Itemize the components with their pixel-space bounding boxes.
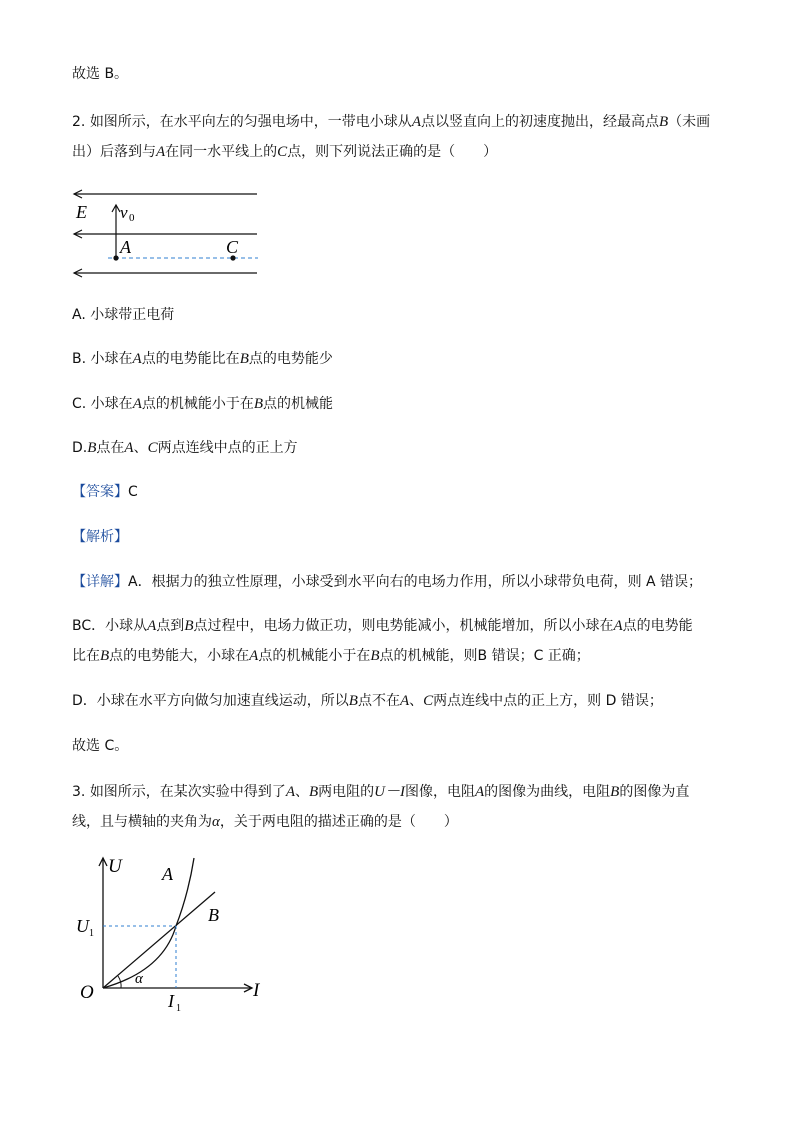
label-alpha: α — [135, 971, 143, 987]
q2-conclusion: 故选 C。 — [72, 738, 129, 754]
text: 如图所示，在水平向左的匀强电场中，一带电小球从 — [89, 114, 412, 130]
q2-stem-line-1 — [72, 112, 710, 132]
label-e: E — [76, 202, 87, 222]
text: ，关于两电阻的描述正确的是（ ） — [219, 814, 458, 830]
var-b: B — [348, 693, 358, 709]
var-b: B — [100, 648, 110, 664]
label-o: O — [80, 982, 94, 1003]
text: 的图像为曲线，电阻 — [484, 784, 611, 800]
var-a: A — [285, 784, 295, 800]
var-a: A — [147, 618, 157, 634]
line-b — [103, 892, 215, 988]
label-b: B — [208, 905, 219, 925]
text: 如图所示，在某次实验中得到了 — [89, 784, 286, 800]
q2-detail-line-3 — [72, 646, 590, 666]
var-a: A — [411, 114, 421, 130]
var-c: C — [277, 144, 288, 160]
var-c: C — [423, 693, 434, 709]
text: 点到 — [156, 618, 185, 634]
q2-option-c — [72, 394, 333, 414]
text: 两点连线中点的正上方，则 D 错误； — [433, 693, 663, 709]
text: 点的电势能少 — [248, 351, 333, 367]
label-u1: U — [76, 916, 89, 936]
label-a: A — [120, 237, 131, 257]
var-b: B — [184, 618, 194, 634]
point-a — [113, 255, 118, 260]
text: D. — [72, 440, 88, 456]
label-v0-sub: 0 — [129, 212, 135, 224]
q2-option-b — [72, 349, 333, 369]
var-b: B — [610, 784, 620, 800]
prev-conclusion: 故选 B。 — [72, 66, 129, 82]
text: 点的电势能比在 — [141, 351, 240, 367]
text: BC．小球从 — [72, 618, 148, 634]
q2-answer — [72, 482, 138, 502]
q3-u-i-graph — [72, 852, 272, 1014]
text: D．小球在水平方向做匀加速直线运动，所以 — [72, 693, 349, 709]
text: 点的机械能小于在 — [141, 396, 254, 412]
var-b: B — [253, 396, 264, 412]
var-a: A — [474, 784, 485, 800]
text: 点不在 — [357, 693, 400, 709]
var-c: C — [147, 440, 158, 456]
var-b: B — [370, 648, 380, 664]
text: 的图像为直 — [619, 784, 690, 800]
text: C. 小球在 — [72, 396, 133, 412]
detail-tag: 【详解】 — [72, 574, 128, 590]
var-a: A — [156, 144, 166, 160]
label-u1-sub: 1 — [89, 928, 94, 939]
text: 点的机械能，则B 错误；C 正确； — [379, 648, 590, 664]
label-a: A — [162, 864, 173, 884]
text: 在同一水平线上的 — [165, 144, 278, 160]
text: 、 — [133, 440, 148, 456]
text: 点在 — [96, 440, 125, 456]
label-c: C — [226, 237, 239, 257]
q3-number: 3. — [72, 784, 86, 800]
q2-detail-line-1 — [72, 572, 702, 592]
text: 点，则下列说法正确的是（ ） — [287, 144, 498, 160]
text: 两电阻的 — [318, 784, 375, 800]
q3-stem-line-1 — [72, 782, 689, 802]
answer-tag: 【答案】 — [72, 484, 128, 500]
var-a: A — [249, 648, 259, 664]
text: 点的电势能 — [622, 618, 693, 634]
q2-electric-field-figure — [72, 186, 272, 286]
var-a: A — [132, 351, 142, 367]
q3-stem-line-2 — [72, 812, 458, 832]
label-i1-sub: 1 — [176, 1003, 181, 1014]
var-b: B — [308, 784, 319, 800]
curve-a — [103, 858, 194, 988]
var-a: A — [132, 396, 142, 412]
q2-number: 2. — [72, 114, 86, 130]
text: 点的机械能小于在 — [258, 648, 371, 664]
var-b: B — [239, 351, 249, 367]
q2-detail-line-4 — [72, 691, 663, 711]
text: 点的机械能 — [263, 396, 334, 412]
text: 出）后落到与 — [72, 144, 156, 160]
text: 点以竖直向上的初速度抛出，经最高点 — [420, 114, 659, 130]
answer-value: C — [128, 484, 138, 500]
var-b: B — [87, 440, 97, 456]
var-ui: U－I — [374, 784, 405, 800]
q2-option-d — [72, 438, 298, 458]
text: 、 — [409, 693, 424, 709]
text: 两点连线中点的正上方 — [157, 440, 298, 456]
text: 比在 — [72, 648, 100, 664]
text: 、 — [294, 784, 309, 800]
text: 线，且与横轴的夹角为 — [72, 814, 212, 830]
q2-option-a: A. 小球带正电荷 — [72, 307, 175, 323]
var-a: A — [124, 440, 134, 456]
q2-detail-line-2 — [72, 616, 693, 636]
label-i1: I — [168, 991, 174, 1011]
text: （未画 — [668, 114, 711, 130]
label-i: I — [253, 980, 260, 1001]
text: A．根据力的独立性原理，小球受到水平向右的电场力作用，所以小球带负电荷，则 A 错误； — [128, 574, 703, 590]
var-a: A — [613, 618, 623, 634]
label-v0: v — [120, 203, 128, 222]
text: 图像，电阻 — [404, 784, 475, 800]
text: 点过程中，电场力做正功，则电势能减小，机械能增加，所以小球在 — [193, 618, 614, 634]
var-a: A — [399, 693, 410, 709]
var-alpha: α — [212, 814, 220, 830]
q2-stem-line-2 — [72, 142, 497, 162]
q2-analysis-tag: 【解析】 — [72, 529, 128, 545]
var-b: B — [658, 114, 669, 130]
text: B. 小球在 — [72, 351, 133, 367]
label-u: U — [108, 856, 122, 877]
text: 点的电势能大，小球在 — [109, 648, 250, 664]
